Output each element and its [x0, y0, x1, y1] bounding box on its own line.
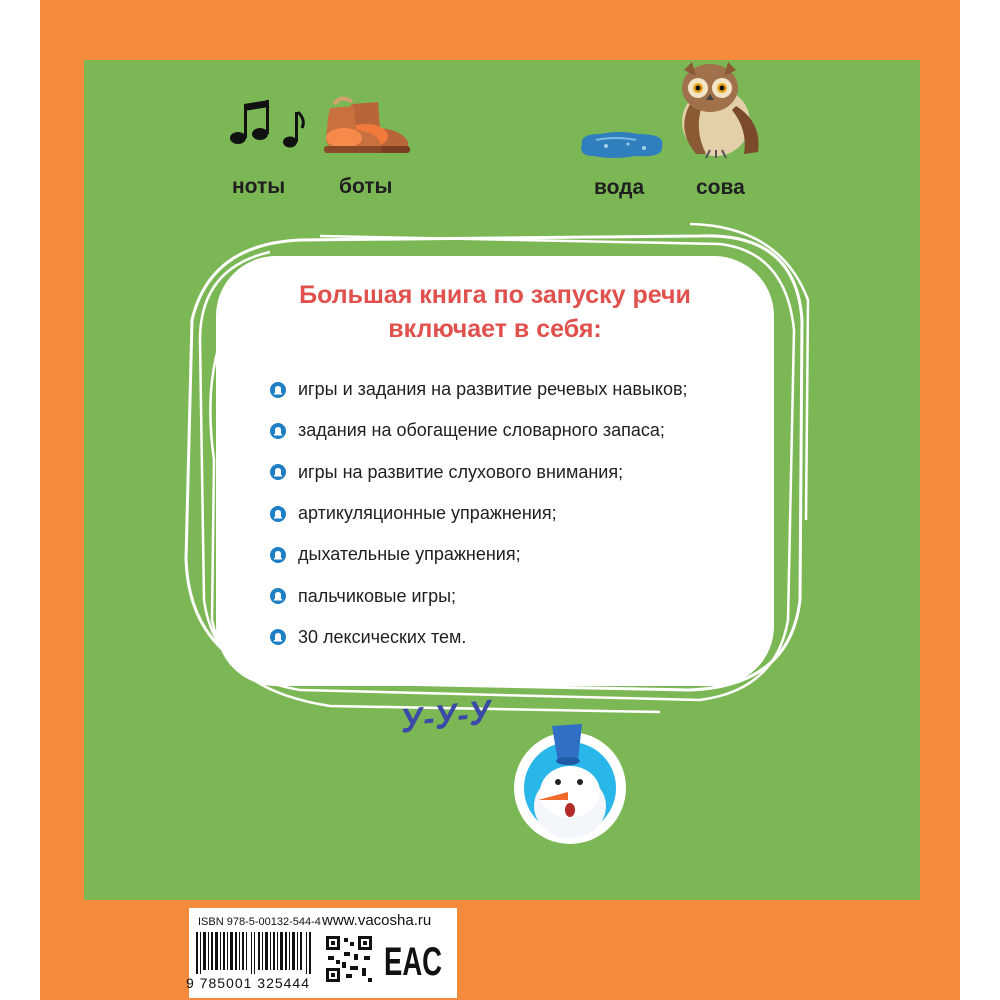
bell-bullet-icon	[270, 547, 286, 563]
list-item	[270, 617, 688, 658]
card-title-line2: включает в себя:	[388, 315, 602, 343]
website-text: www.vacosha.ru	[322, 912, 432, 929]
eac-mark	[384, 935, 444, 983]
water-label: вода	[594, 176, 645, 199]
bell-bullet-icon	[270, 382, 286, 398]
feature-list	[270, 369, 688, 658]
bell-bullet-icon	[270, 629, 286, 645]
echo-text: У-У-У	[398, 693, 494, 741]
notes-label: ноты	[232, 175, 286, 198]
card-title-line1: Большая книга по запуску речи	[299, 281, 691, 309]
bell-bullet-icon	[270, 464, 286, 480]
list-item	[270, 369, 688, 410]
list-item	[270, 410, 688, 451]
bell-bullet-icon	[270, 423, 286, 439]
qr-code-icon	[324, 934, 374, 984]
bell-bullet-icon	[270, 588, 286, 604]
boots-label: боты	[339, 175, 393, 198]
isbn-text: ISBN 978-5-00132-544-4	[198, 916, 321, 928]
list-item-text: дыхательные упражнения;	[298, 544, 521, 565]
list-item-text: задания на обогащение словарного запаса;	[298, 420, 665, 441]
list-item-text: пальчиковые игры;	[298, 585, 457, 606]
list-item-text: артикуляционные упражнения;	[298, 503, 557, 524]
list-item	[270, 493, 688, 534]
list-item	[270, 534, 688, 575]
list-item-text: игры и задания на развитие речевых навыков;	[298, 379, 688, 400]
barcode-digits: 9 785001 325444	[186, 975, 310, 991]
list-item-text: 30 лексических тем.	[298, 626, 467, 647]
snowman-icon	[508, 722, 632, 846]
card-title	[216, 278, 774, 346]
eac-mark-text: EAC	[384, 940, 442, 984]
list-item	[270, 575, 688, 616]
barcode-icon	[196, 932, 314, 974]
bell-bullet-icon	[270, 506, 286, 522]
list-item	[270, 452, 688, 493]
owl-label: сова	[696, 176, 745, 199]
list-item-text: игры на развитие слухового внимания;	[298, 461, 624, 482]
